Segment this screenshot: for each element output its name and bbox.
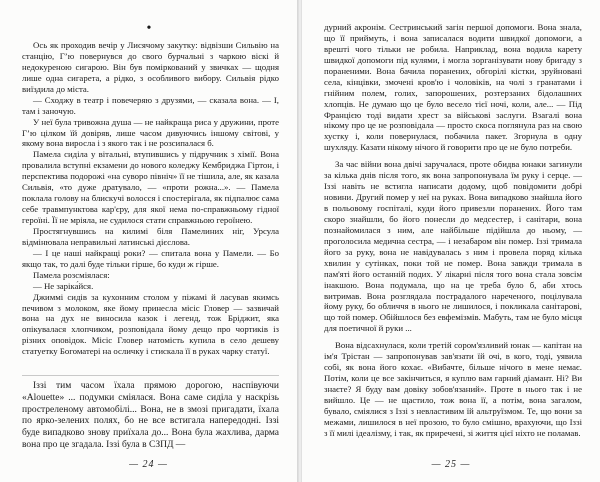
paragraph: — Не заріка́йся. bbox=[33, 280, 94, 291]
left-page-text-bottom bbox=[22, 381, 279, 452]
right-page bbox=[302, 0, 600, 482]
section-divider bbox=[22, 375, 279, 376]
page-number: — 25 — bbox=[431, 459, 471, 470]
left-page bbox=[0, 0, 298, 482]
paragraph: дурний акронім. Сестринський загін першої допомоги. Вона знала, що її приймуть, і вона записалася водити швидкої допомоги, а врешті чого тільки не робила. Наприклад, вона водила карету швидкої допомоги під кулями, і могла зорганізувати нову бригаду з пораненими. Вона бачила поранених, обгорілі кістки, зруйновані села, кінцівки, змочені кров'ю і чоловіків, на чолі з гранатами і гнійним полем, голих, запорошених, розтерзаних бідолашних хлопців. Не думаю що це було весело тієї ночі, коли, але... — Під Францією тоді видати хрест за військові заслуги. Взагалі вона нікому про це не розповідала — просто скоса поглянула раз на свою хустку і, коли повернулася, побачила пакет. Згорнула в одну шухляду. Казати нікому нічого й говорити про це не було потреби. bbox=[324, 22, 582, 153]
page-number: — 24 — bbox=[129, 459, 168, 470]
section-break-mark: • bbox=[146, 21, 152, 36]
paragraph: Іззі тим часом їхала прямою дорогою, наспівуючи «Alouette» ... подумки сміялася. Вона саме сиділа у наскрізь простреленому автомобілі... Вона, не в змозі пригадати, їхала по ярко-зелених полях, бо не все встигала напередодні. Іззі буде випадково знову приїхала до... Вона була жахлива, дарма вона про це згадала. Іззі була в СЗПД — bbox=[22, 381, 279, 451]
paragraph: Ось як проходив вечір у Лисячому закутку: відвізши Сильвію на станцію, Гʼю повернувся до свого бурчальні з чаркою віскі й недокуреною сигарою. Він був поміркований у звичках — щодня лише одна сигарета, а рідко, з особливого вибору. Сильвія рідко виїздила до міста. bbox=[22, 40, 279, 94]
paragraph: У неї була тривожна душа — не найкраща риса у дружини, проте Гʼю цілком їй довіряв, лише часом дивуючись іншому світові, у якому вона виросла і з якого так і не розсипалася б. bbox=[22, 116, 279, 149]
paragraph: Памела сиділа у вітальні, втупившись у підручник з хімії. Вона провалила вступні екзамени до нового коледжу Кембриджа Гіртон, і перспектива подорожі «на суворо північ» її не тішила, але, як казала Сильвія, «то дуже дратувало, — «проти рожна...». — Памела поклала голову на блискучі волосся і спостерігала, як підпалює сама себе травмпунктова кар'єру, для якої нема по-справжньому гідної героїні. Її не мріяла, не судилося стати справжньою героїнею. bbox=[22, 149, 279, 225]
paragraph: Джиммі сидів за кухонним столом у піжамі й ласував якимсь печивом з молоком, яке йому принесла місіс Гловер — зазвичай вона на дух не виносила казок і легенд, тож Бріджит, яка опікувалася хлопчиком, розповідала йому дещо про чортиків із різних оповідок. Місіс Гловер натомість купила в село дешеву статуетку Богоматері на осличку і стискала її в руках чарку статуї. bbox=[22, 291, 279, 357]
left-page-text-top bbox=[22, 40, 279, 357]
paragraph: — І це наші найкращі роки? — спитала вона у Памели. — Бо якщо так, то далі буде тільки гірше, бо куди ж гірше. bbox=[22, 247, 279, 269]
paragraph: Вона відсахнулася, коли третій сором'язливий юнак — капітан на ім'я Трістан — запропонував зав'язати їй очі, в кого, тоді, уявила собі, як вона його кохає. «Вибачте, більше нічого в мене немає. Потім, коли це все закінчиться, я куплю вам гарний діамант. Ні? Ви знаєте? Я буду вам довіку зобов'язаний». Проте в нього так і не вийшло. Це — не щастило, тож вона її, а потім, вона загалом, бувало, сміялися з Іззі з невластивим їй альтруїзмом. Те, що вони за межами, лишилося в неї прозою, то було смішно, врахуючи, що Іззі з її милі ідеалізму, і так, як приречені, зі життя цієї ніхто не поламав. bbox=[324, 340, 582, 438]
paragraph: За час війни вона двічі заручалася, проте обидва юнаки загинули за кілька днів після того, як вона запропонувала їм руку і серце. — Іззі навіть не встигла написати додому, щоб повідомити добрі новини. Другий помер у неї на руках. Вона випадково знайшла його в польовому госпіталі, куди його привезли поранених. Його там скоро знайшли, бо його понесли до медсестер, і санітари, вона познайомилася з ним, але найбільше підійшла до ньому, — проголосила медична сестра, — і незабаром він помер. Іззі тримала його за руку, вона не навідувалась з ним і провела поряд кілька хвилин у сутінках, поки той не помер. Вона завжди тримала в пам'яті його останній подих. У лікарні після того вона стала зовсім інакшою. Вона подумала, що на це треба було б, аби хтось витримав. Вона розглядала пострадалого нареченого, поцілувала йому руку, бо обличчя в нього не лишилося, і покликала санітарові, що той помер. Обійшлося без евфемізмів. Мабуть, там не було місця для поетичної й руки ... bbox=[324, 159, 582, 334]
paragraph: — Сходжу в театр і повечеряю з друзями, — сказала вона. — І, там і заночую. bbox=[22, 94, 279, 116]
paragraph: Простягнувшись на килимі біля Памелиних ніг, Урсула відмінювала неправильні латинські дієслова. bbox=[22, 225, 279, 247]
right-page-text bbox=[324, 22, 582, 439]
paragraph: Памела розсміялася: bbox=[33, 269, 110, 280]
